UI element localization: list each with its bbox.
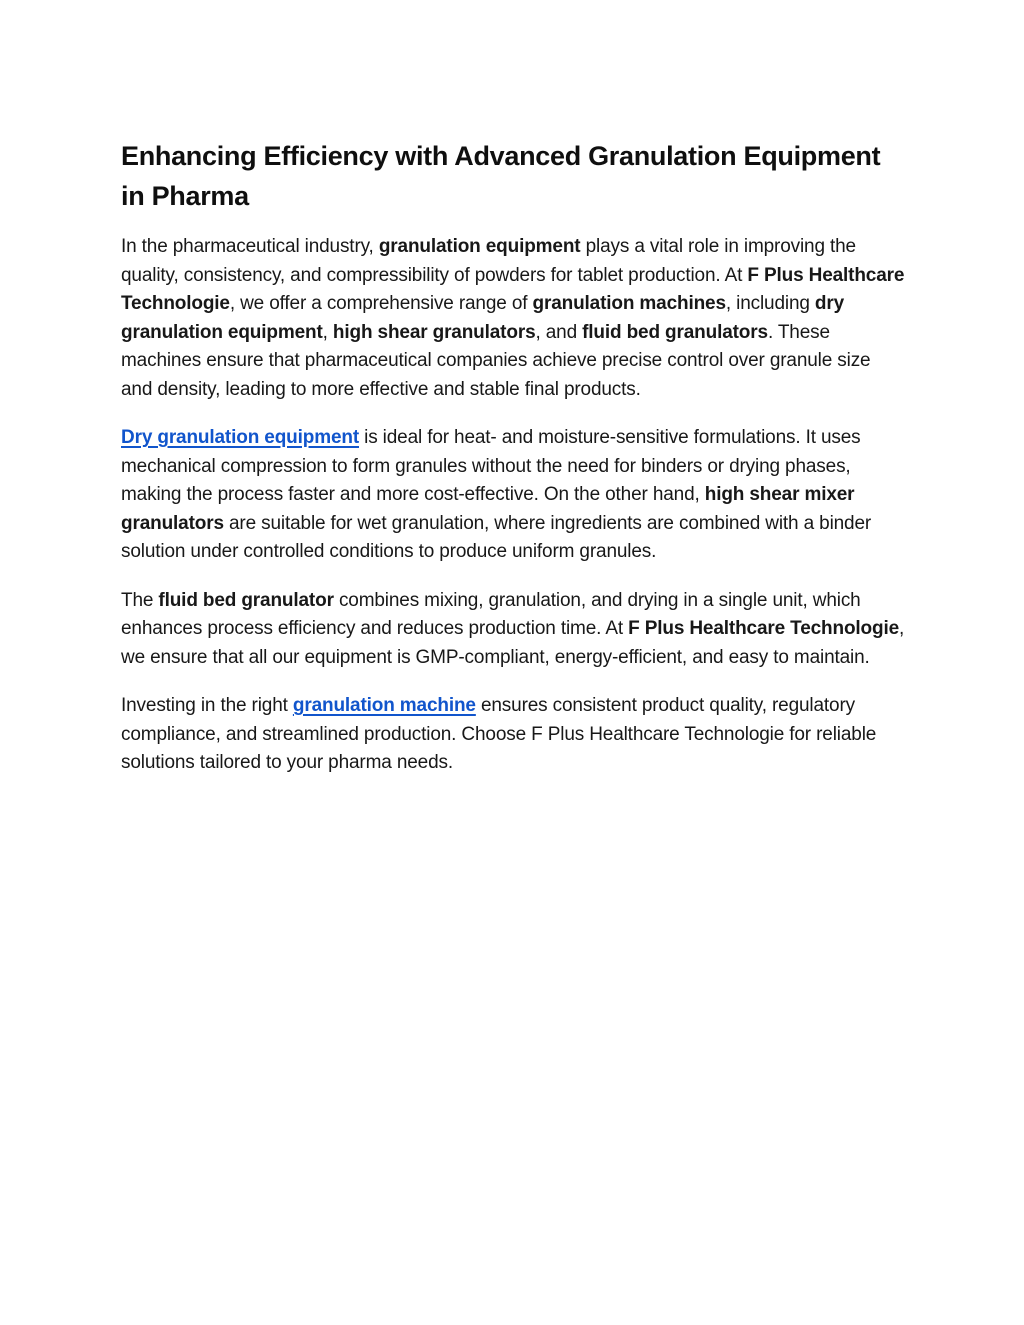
paragraph [121,692,905,778]
text-segment: ensures consistent product quality, regulatory compliance, and streamlined production. Choose F Plus Healthcare Technologie for reliable solutions tailored to your pharma needs. [121,695,877,773]
bold-text: granulation equipment [378,236,581,257]
bold-text: high shear granulators [332,321,536,343]
inline-link[interactable]: Dry granulation equipment [121,427,359,448]
text-segment: , [322,321,333,343]
paragraph [121,424,905,567]
text-segment: , we ensure that all our equipment is GMP-compliant, energy-efficient, and easy to maintain. [121,618,905,668]
bold-text: granulation machines [532,293,726,314]
bold-text: high shear mixer granulators [121,484,855,534]
bold-text: fluid bed granulator [158,589,334,611]
text-segment: , and [535,321,583,343]
text-segment: The [121,589,159,611]
text-segment: . These machines ensure that pharmaceutical companies achieve precise control over granule size and density, leading to more effective and stable final products. [121,321,871,400]
text-segment: plays a vital role in improving the quality, consistency, and compressibility of powders for tablet production. At [121,236,856,286]
article-body [121,233,905,778]
text-segment: , including [725,293,815,314]
title-line: Enhancing Efficiency with Advanced Granulation Equipment [121,141,881,171]
inline-link[interactable]: granulation machine [292,695,476,716]
bold-text: fluid bed granulators [582,321,768,343]
bold-text: F Plus Healthcare Technologie [121,264,905,314]
text-segment: is ideal for heat- and moisture-sensitive formulations. It uses mechanical compression to form granules without the need for binders or drying phases, making the process faster and more cost-effective. On the other hand, [121,427,861,505]
text-segment: Investing in the right [121,695,293,716]
paragraph [121,233,905,404]
text-segment: combines mixing, granulation, and drying in a single unit, which enhances process efficiency and reduces production time. At [121,589,861,639]
document-page [121,136,905,798]
bold-text: dry granulation equipment [121,293,845,343]
title-line: in Pharma [121,181,249,211]
bold-text: F Plus Healthcare Technologie [628,618,899,639]
paragraph [121,587,905,673]
page-title [121,136,905,216]
text-segment: are suitable for wet granulation, where ingredients are combined with a binder solution under controlled conditions to produce uniform granules. [121,512,872,562]
text-segment: , we offer a comprehensive range of [229,293,533,314]
text-segment: In the pharmaceutical industry, [121,236,379,257]
